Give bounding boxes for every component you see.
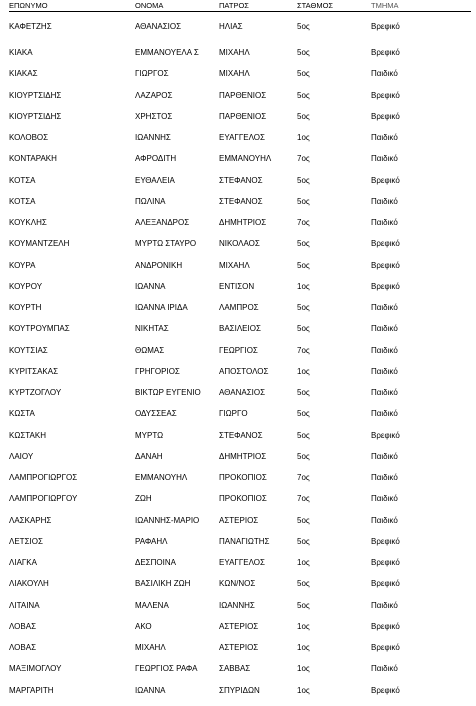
cell-surname: ΚΙΑΚΑ	[9, 48, 33, 57]
cell-surname: ΚΟΥΡΟΥ	[9, 281, 43, 291]
cell-father: ΗΛΙΑΣ	[219, 22, 243, 31]
cell-department: Παιδικό	[371, 494, 398, 504]
cell-department: Παιδικό	[371, 600, 398, 610]
cell-station: 1ος	[297, 685, 310, 695]
cell-station: 7ος	[297, 473, 310, 482]
table-row	[9, 12, 471, 43]
cell-father: ΣΠΥΡΙΔΩΝ	[219, 685, 260, 695]
cell-station: 5ος	[297, 324, 310, 334]
table-row	[9, 318, 471, 339]
cell-father: ΕΥΑΓΓΕΛΟΣ	[219, 133, 265, 142]
cell-station: 5ος	[297, 600, 310, 610]
cell-department: Παιδικό	[371, 409, 398, 419]
cell-name: ΜΥΡΤΩ	[135, 430, 164, 440]
cell-father: ΑΘΑΝΑΣΙΟΣ	[219, 388, 266, 397]
cell-father: ΕΥΑΓΓΕΛΟΣ	[219, 558, 265, 567]
cell-surname: ΚΟΛΟΒΟΣ	[9, 133, 49, 142]
cell-father: ΜΙΧΑΗΛ	[219, 260, 250, 270]
cell-name: ΙΩΑΝΝΗΣ-ΜΑΡΙΟ	[135, 515, 200, 525]
table-row	[9, 531, 471, 552]
cell-department: Παιδικό	[371, 473, 398, 482]
cell-surname: ΛΟΒΑΣ	[9, 643, 37, 652]
cell-name: ΙΩΑΝΝΑ ΙΡΙΔΑ	[135, 303, 188, 312]
cell-station: 5ος	[297, 90, 310, 100]
cell-name: ΓΕΩΡΓΙΟΣ ΡΑΦΑ	[135, 664, 198, 674]
table-row	[9, 85, 471, 106]
cell-father: ΠΡΟΚΟΠΙΟΣ	[219, 494, 267, 504]
cell-department: Βρεφικό	[371, 536, 400, 546]
cell-name: ΡΑΦΑΗΛ	[135, 536, 168, 546]
cell-father: ΑΠΟΣΤΟΛΟΣ	[219, 366, 269, 376]
table-row	[9, 658, 471, 679]
cell-department: Βρεφικό	[371, 239, 400, 249]
cell-surname: ΛΑΙΟΥ	[9, 451, 34, 461]
table-row	[9, 595, 471, 616]
cell-father: ΠΑΡΘΕΝΙΟΣ	[219, 90, 267, 100]
cell-name: ΘΩΜΑΣ	[135, 345, 165, 355]
cell-station: 5ος	[297, 196, 310, 206]
cell-surname: ΚΥΡΙΤΣΑΚΑΣ	[9, 366, 59, 376]
column-header-name: ΟΝΟΜΑ	[135, 0, 219, 12]
table-header	[9, 0, 471, 12]
cell-department: Παιδικό	[371, 303, 398, 312]
cell-name: ΠΩΛΙΝΑ	[135, 196, 166, 206]
cell-station: 7ος	[297, 345, 310, 355]
table-row	[9, 361, 471, 382]
cell-name: ΖΩΗ	[135, 494, 152, 504]
cell-surname: ΚΟΥΡΑ	[9, 260, 36, 270]
cell-name: ΒΑΣΙΛΙΚΗ ΖΩΗ	[135, 579, 191, 589]
cell-surname: ΚΟΥΤΣΙΑΣ	[9, 345, 48, 355]
cell-department: Παιδικό	[371, 345, 398, 355]
cell-surname: ΚΑΦΕΤΖΗΣ	[9, 22, 52, 31]
cell-surname: ΛΑΜΠΡΟΓΙΩΡΓΟΥ	[9, 494, 78, 504]
table-row	[9, 148, 471, 169]
cell-surname: ΚΙΟΥΡΤΣΙΔΗΣ	[9, 90, 62, 100]
cell-name: ΧΡΗΣΤΟΣ	[135, 111, 173, 121]
cell-surname: ΛΟΒΑΣ	[9, 621, 37, 631]
cell-station: 1ος	[297, 366, 310, 376]
table-row	[9, 616, 471, 637]
cell-department: Παιδικό	[371, 324, 398, 334]
cell-father: ΑΣΤΕΡΙΟΣ	[219, 643, 259, 652]
table-row	[9, 446, 471, 467]
cell-station: 7ος	[297, 218, 310, 227]
cell-name: ΑΚΟ	[135, 621, 152, 631]
cell-station: 5ος	[297, 536, 310, 546]
cell-department: Παιδικό	[371, 154, 398, 164]
cell-father: ΚΩΝ/ΝΟΣ	[219, 579, 256, 589]
table-row	[9, 276, 471, 297]
cell-name: ΔΑΝΑΗ	[135, 451, 163, 461]
cell-station: 1ος	[297, 558, 310, 567]
table-row	[9, 127, 471, 148]
cell-station: 5ος	[297, 430, 310, 440]
cell-station: 5ος	[297, 303, 310, 312]
cell-father: ΣΤΕΦΑΝΟΣ	[219, 175, 263, 185]
cell-department: Βρεφικό	[371, 621, 400, 631]
cell-station: 5ος	[297, 451, 310, 461]
cell-surname: ΚΩΣΤΑΚΗ	[9, 430, 47, 440]
cell-department: Παιδικό	[371, 69, 398, 79]
cell-father: ΔΗΜΗΤΡΙΟΣ	[219, 451, 267, 461]
cell-name: ΕΜΜΑΝΟΥΕΛΑ Σ	[135, 48, 199, 57]
cell-department: Βρεφικό	[371, 579, 400, 589]
cell-department: Παιδικό	[371, 196, 398, 206]
cell-surname: ΛΑΜΠΡΟΓΙΩΡΓΟΣ	[9, 473, 78, 482]
cell-station: 7ος	[297, 154, 310, 164]
cell-name: ΜΑΛΕΝΑ	[135, 600, 169, 610]
table-body	[9, 12, 471, 701]
cell-name: ΟΔΥΣΣΕΑΣ	[135, 409, 177, 419]
cell-father: ΑΣΤΕΡΙΟΣ	[219, 515, 259, 525]
cell-name: ΜΙΧΑΗΛ	[135, 643, 166, 652]
table-row	[9, 340, 471, 361]
cell-department: Βρεφικό	[371, 558, 400, 567]
cell-name: ΜΥΡΤΩ ΣΤΑΥΡΟ	[135, 239, 197, 249]
cell-station: 5ος	[297, 22, 310, 31]
cell-surname: ΛΙΑΓΚΑ	[9, 558, 37, 567]
cell-surname: ΛΙΑΚΟΥΛΗ	[9, 579, 49, 589]
cell-station: 5ος	[297, 515, 310, 525]
cell-station: 5ος	[297, 48, 310, 57]
table-row	[9, 233, 471, 254]
roster-table	[9, 0, 471, 701]
cell-station: 5ος	[297, 260, 310, 270]
cell-father: ΣΑΒΒΑΣ	[219, 664, 251, 674]
cell-station: 5ος	[297, 239, 310, 249]
cell-name: ΛΑΖΑΡΟΣ	[135, 90, 173, 100]
cell-department: Βρεφικό	[371, 685, 400, 695]
cell-surname: ΚΟΥΚΛΗΣ	[9, 218, 47, 227]
cell-father: ΜΙΧΑΗΛ	[219, 48, 250, 57]
column-header-department: ΤΜΗΜΑ	[371, 0, 471, 12]
cell-father: ΑΣΤΕΡΙΟΣ	[219, 621, 259, 631]
cell-name: ΙΩΑΝΝΑ	[135, 281, 166, 291]
cell-name: ΔΕΣΠΟΙΝΑ	[135, 558, 176, 567]
cell-surname: ΚΟΤΣΑ	[9, 175, 36, 185]
cell-department: Βρεφικό	[371, 260, 400, 270]
cell-name: ΒΙΚΤΩΡ ΕΥΓΕΝΙΟ	[135, 388, 201, 397]
cell-station: 1ος	[297, 643, 310, 652]
header-row	[9, 0, 471, 12]
cell-department: Παιδικό	[371, 515, 398, 525]
table-row	[9, 297, 471, 318]
cell-department: Παιδικό	[371, 451, 398, 461]
cell-name: ΑΝΔΡΟΝΙΚΗ	[135, 260, 183, 270]
cell-name: ΝΙΚΗΤΑΣ	[135, 324, 169, 334]
cell-department: Βρεφικό	[371, 22, 400, 31]
cell-father: ΓΕΩΡΓΙΟΣ	[219, 345, 258, 355]
cell-father: ΒΑΣΙΛΕΙΟΣ	[219, 324, 261, 334]
cell-station: 1ος	[297, 621, 310, 631]
cell-father: ΕΝΤΙΣΟΝ	[219, 281, 255, 291]
cell-father: ΣΤΕΦΑΝΟΣ	[219, 430, 263, 440]
cell-station: 5ος	[297, 388, 310, 397]
table-row	[9, 63, 471, 84]
cell-surname: ΚΟΥΤΡΟΥΜΠΑΣ	[9, 324, 70, 334]
column-header-station: ΣΤΑΘΜΟΣ	[297, 0, 371, 12]
table-row	[9, 488, 471, 509]
table-row	[9, 573, 471, 594]
cell-department: Παιδικό	[371, 218, 398, 227]
cell-department: Βρεφικό	[371, 111, 400, 121]
cell-department: Παιδικό	[371, 366, 398, 376]
table-row	[9, 42, 471, 63]
cell-name: ΑΦΡΟΔΙΤΗ	[135, 154, 177, 164]
cell-name: ΑΘΑΝΑΣΙΟΣ	[135, 22, 182, 31]
cell-station: 1ος	[297, 281, 310, 291]
column-header-surname: ΕΠΩΝΥΜΟ	[9, 0, 135, 12]
cell-father: ΓΙΩΡΓΟ	[219, 409, 248, 419]
table-row	[9, 467, 471, 488]
cell-department: Παιδικό	[371, 133, 398, 142]
cell-surname: ΚΟΝΤΑΡΑΚΗ	[9, 154, 57, 164]
cell-name: ΕΜΜΑΝΟΥΗΛ	[135, 473, 188, 482]
table-row	[9, 425, 471, 446]
cell-department: Παιδικό	[371, 664, 398, 674]
cell-station: 7ος	[297, 494, 310, 504]
cell-father: ΛΑΜΠΡΟΣ	[219, 303, 259, 312]
cell-surname: ΚΙΑΚΑΣ	[9, 69, 38, 79]
cell-name: ΙΩΑΝΝΑ	[135, 685, 166, 695]
cell-father: ΠΑΡΘΕΝΙΟΣ	[219, 111, 267, 121]
cell-department: Βρεφικό	[371, 643, 400, 652]
cell-surname: ΚΟΥΜΑΝΤΖΕΛΗ	[9, 239, 70, 249]
cell-station: 1ος	[297, 664, 310, 674]
cell-surname: ΛΙΤΑΙΝΑ	[9, 600, 40, 610]
table-row	[9, 510, 471, 531]
cell-father: ΜΙΧΑΗΛ	[219, 69, 250, 79]
cell-station: 5ος	[297, 579, 310, 589]
cell-surname: ΚΟΥΡΤΗ	[9, 303, 42, 312]
cell-station: 5ος	[297, 409, 310, 419]
cell-department: Παιδικό	[371, 388, 398, 397]
cell-department: Βρεφικό	[371, 90, 400, 100]
cell-name: ΙΩΑΝΝΗΣ	[135, 133, 171, 142]
table-row	[9, 382, 471, 403]
cell-father: ΕΜΜΑΝΟΥΗΛ	[219, 154, 272, 164]
cell-station: 5ος	[297, 111, 310, 121]
cell-surname: ΚΩΣΤΑ	[9, 409, 35, 419]
cell-surname: ΛΑΣΚΑΡΗΣ	[9, 515, 52, 525]
cell-name: ΕΥΘΑΛΕΙΑ	[135, 175, 175, 185]
table-row	[9, 552, 471, 573]
cell-department: Βρεφικό	[371, 281, 400, 291]
table-row	[9, 403, 471, 424]
cell-surname: ΚΟΤΣΑ	[9, 196, 36, 206]
cell-name: ΓΙΩΡΓΟΣ	[135, 69, 169, 79]
cell-department: Βρεφικό	[371, 48, 400, 57]
table-row	[9, 106, 471, 127]
cell-surname: ΚΥΡΤΖΟΓΛΟΥ	[9, 388, 62, 397]
cell-father: ΠΡΟΚΟΠΙΟΣ	[219, 473, 267, 482]
cell-name: ΓΡΗΓΟΡΙΟΣ	[135, 366, 180, 376]
cell-father: ΝΙΚΟΛΑΟΣ	[219, 239, 260, 249]
cell-surname: ΜΑΡΓΑΡΙΤΗ	[9, 685, 54, 695]
table-row	[9, 191, 471, 212]
cell-father: ΔΗΜΗΤΡΙΟΣ	[219, 218, 267, 227]
cell-father: ΣΤΕΦΑΝΟΣ	[219, 196, 263, 206]
cell-department: Βρεφικό	[371, 175, 400, 185]
cell-father: ΠΑΝΑΓΙΩΤΗΣ	[219, 536, 270, 546]
table-row	[9, 255, 471, 276]
table-row	[9, 170, 471, 191]
cell-surname: ΛΕΤΣΙΟΣ	[9, 536, 43, 546]
cell-name: ΑΛΕΞΑΝΔΡΟΣ	[135, 218, 190, 227]
cell-father: ΙΩΑΝΝΗΣ	[219, 600, 255, 610]
cell-station: 5ος	[297, 175, 310, 185]
cell-surname: ΚΙΟΥΡΤΣΙΔΗΣ	[9, 111, 62, 121]
cell-department: Βρεφικό	[371, 430, 400, 440]
table-row	[9, 637, 471, 658]
cell-surname: ΜΑΞΙΜΟΓΛΟΥ	[9, 664, 62, 674]
column-header-father: ΠΑΤΡΟΣ	[219, 0, 297, 12]
cell-station: 1ος	[297, 133, 310, 142]
table-row	[9, 212, 471, 233]
cell-station: 5ος	[297, 69, 310, 79]
table-row	[9, 680, 471, 701]
